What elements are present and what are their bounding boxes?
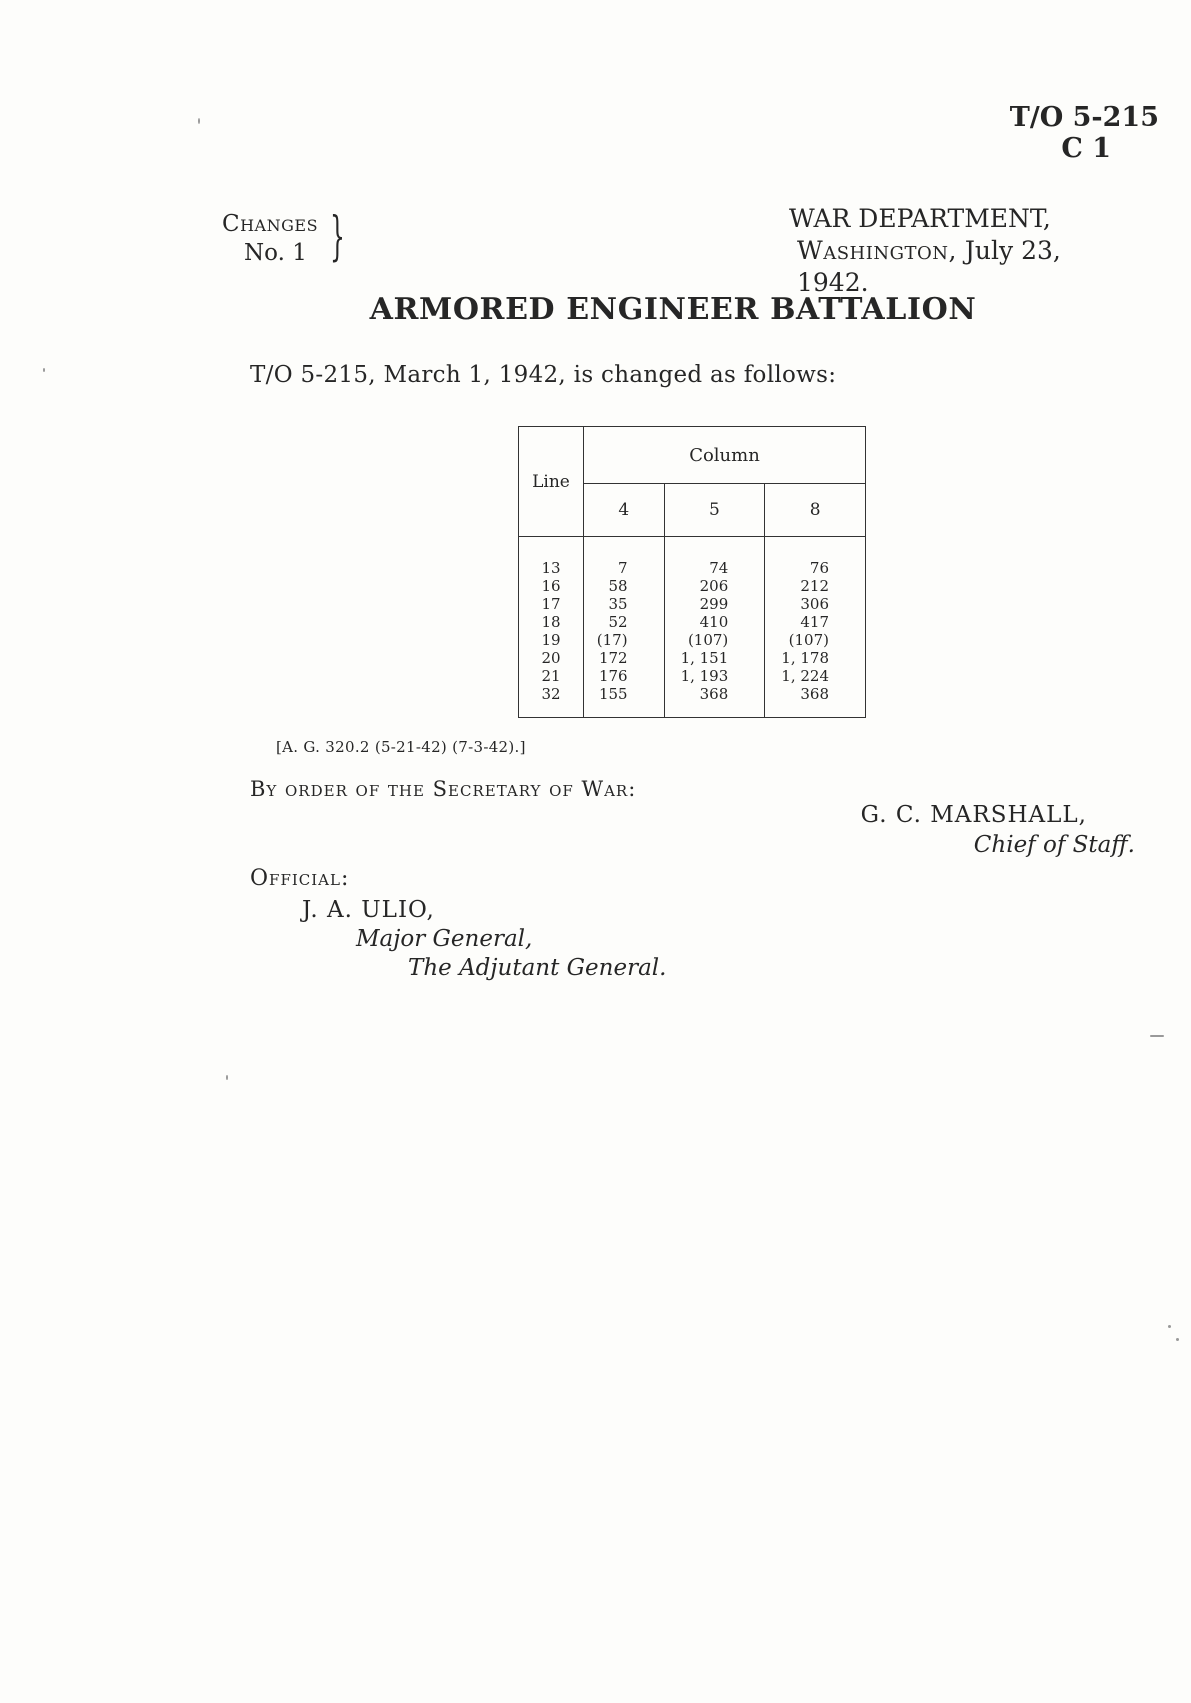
table-cell-c4: (17) xyxy=(596,631,628,649)
table-cell-line: 17 xyxy=(541,595,561,613)
table-cell-c8: 76 xyxy=(809,559,829,577)
scan-speck xyxy=(43,368,45,372)
official-name: J. A. ULIO, xyxy=(302,897,435,923)
adjutant-general-reference: [A. G. 320.2 (5-21-42) (7-3-42).] xyxy=(276,738,526,756)
table-cell-c8: 212 xyxy=(800,577,829,595)
table-cell-c4: 172 xyxy=(598,649,628,667)
table-cell-c4: 155 xyxy=(598,685,628,703)
table-cell-line: 32 xyxy=(541,685,561,703)
table-cell-c8: 1, 178 xyxy=(781,649,829,667)
table-cell-c5: 368 xyxy=(699,685,729,703)
brace-glyph: } xyxy=(330,207,345,267)
table-cell-c5: 206 xyxy=(699,577,729,595)
table-cell-c4: 176 xyxy=(598,667,628,685)
table-cell-line: 18 xyxy=(541,613,561,631)
table-cell-c8: 417 xyxy=(800,613,829,631)
place-name: Washington, xyxy=(797,236,957,265)
table-cell-line: 19 xyxy=(541,631,561,649)
table-body xyxy=(519,537,866,718)
table-cell-line: 13 xyxy=(541,559,561,577)
table-cell-c5: 74 xyxy=(709,559,729,577)
table-cell-c4: 58 xyxy=(608,577,628,595)
table-cell-c5: 299 xyxy=(699,595,729,613)
column-header-8: 8 xyxy=(765,484,866,537)
table-cell-c5: 1, 151 xyxy=(680,649,729,667)
changes-table xyxy=(518,426,866,718)
official-label: Official: xyxy=(250,866,350,891)
signatory-title: Chief of Staff. xyxy=(973,832,1135,858)
table-cell-c4: 7 xyxy=(618,559,628,577)
table-cell-line: 16 xyxy=(541,577,561,595)
column-header-4: 4 xyxy=(584,484,665,537)
table-data-row xyxy=(519,537,866,718)
line-cells xyxy=(519,537,584,718)
scan-speck xyxy=(1176,1338,1179,1341)
table-cell-line: 20 xyxy=(541,649,561,667)
signatory-name: G. C. MARSHALL, xyxy=(860,802,1087,828)
column-8-cells xyxy=(765,537,866,718)
table-cell-c8: 306 xyxy=(800,595,829,613)
official-rank: Major General, xyxy=(356,926,533,952)
issue-date: July 23, 1942. xyxy=(797,236,1061,297)
scan-speck xyxy=(1168,1325,1171,1328)
document-change-number: C 1 xyxy=(1061,133,1111,164)
table-cell-c5: 410 xyxy=(699,613,729,631)
department-block xyxy=(789,203,1129,299)
line-header: Line xyxy=(519,427,584,537)
column-header-5: 5 xyxy=(664,484,765,537)
changes-label: Changes xyxy=(222,211,319,237)
page-title: ARMORED ENGINEER BATTALION xyxy=(369,292,977,327)
changes-number: No. 1 xyxy=(244,240,307,266)
column-4-cells xyxy=(584,537,665,718)
table-cell-c8: (107) xyxy=(788,631,829,649)
column-group-header: Column xyxy=(584,427,866,484)
scan-speck xyxy=(1150,1035,1164,1037)
department-name: WAR DEPARTMENT, xyxy=(789,204,1051,233)
table-cell-c8: 1, 224 xyxy=(781,667,829,685)
table-cell-c4: 52 xyxy=(608,613,628,631)
table-cell-c8: 368 xyxy=(800,685,829,703)
intro-text: T/O 5-215, March 1, 1942, is changed as follows: xyxy=(250,362,837,388)
column-5-cells xyxy=(664,537,765,718)
document-code xyxy=(1010,102,1159,164)
scan-speck xyxy=(198,118,200,124)
table-cell-line: 21 xyxy=(541,667,561,685)
scan-speck xyxy=(226,1075,228,1080)
by-order-line: By order of the Secretary of War: xyxy=(250,777,637,801)
changes-block xyxy=(222,207,345,268)
table-cell-c5: 1, 193 xyxy=(680,667,729,685)
document-code-number: T/O 5-215 xyxy=(1009,102,1159,133)
table-cell-c5: (107) xyxy=(687,631,729,649)
table-cell-c4: 35 xyxy=(608,595,628,613)
official-title: The Adjutant General. xyxy=(408,955,667,981)
